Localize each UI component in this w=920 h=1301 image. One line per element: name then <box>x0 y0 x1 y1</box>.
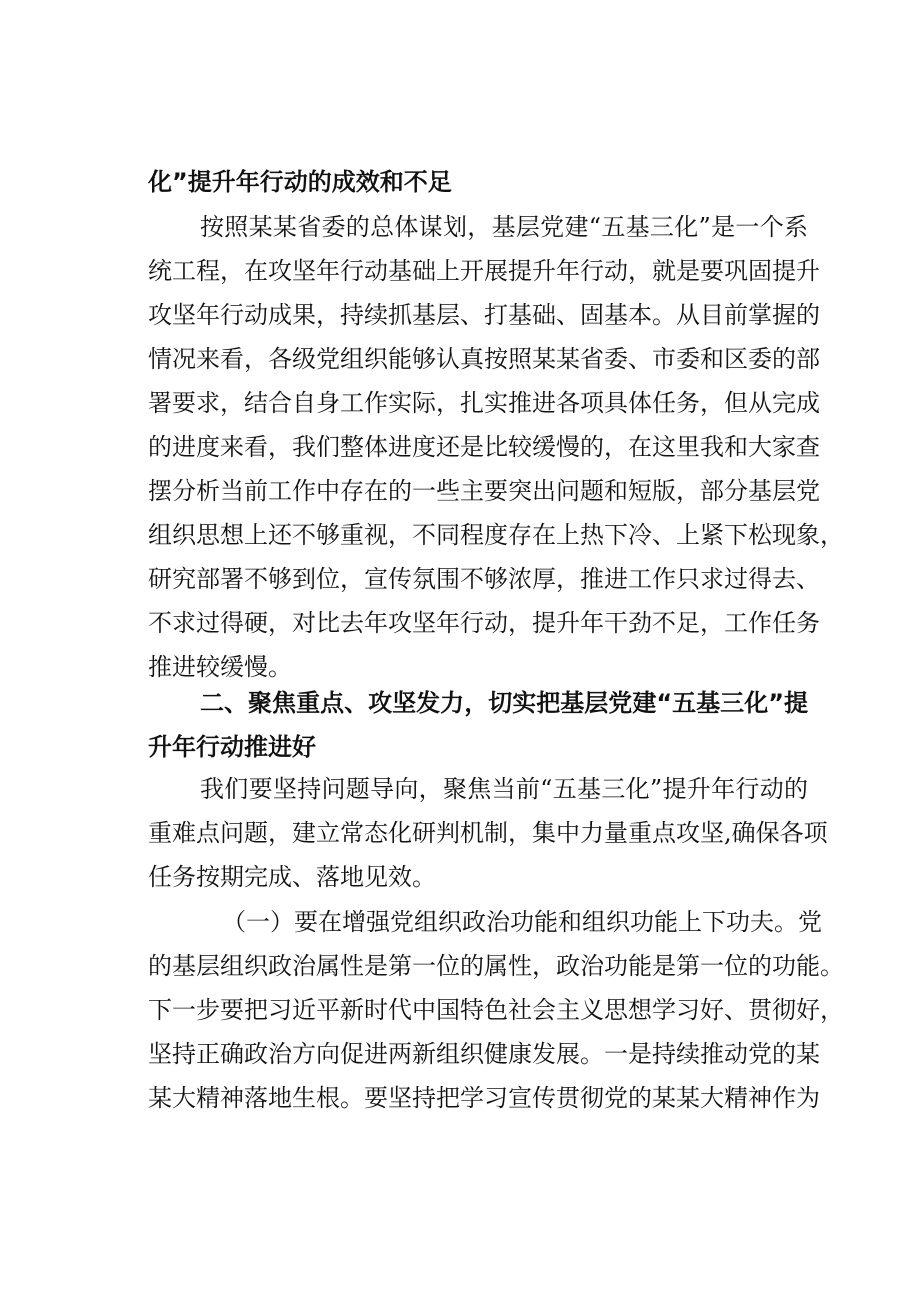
paragraph-line: 摆分析当前工作中存在的一些主要突出问题和短版，部分基层党 <box>148 477 820 505</box>
paragraph-line: 重难点问题，建立常态化研判机制，集中力量重点攻坚,确保各项 <box>148 819 828 847</box>
paragraph-line: 某大精神落地生根。要坚持把学习宣传贯彻党的某某大精神作为 <box>148 1084 820 1112</box>
paragraph-line: 我们要坚持问题导向，聚焦当前“五基三化”提升年行动的 <box>200 775 808 803</box>
paragraph-line: 统工程，在攻坚年行动基础上开展提升年行动，就是要巩固提升 <box>148 257 820 285</box>
paragraph-line: （一）要在增强党组织政治功能和组织功能上下功夫。党 <box>222 908 822 936</box>
paragraph-line: 情况来看，各级党组织能够认真按照某某省委、市委和区委的部 <box>148 345 820 373</box>
paragraph-line: 的进度来看，我们整体进度还是比较缓慢的，在这里我和大家查 <box>148 433 820 461</box>
paragraph-line: 坚持正确政治方向促进两新组织健康发展。一是持续推动党的某 <box>148 1040 820 1068</box>
paragraph-line: 按照某某省委的总体谋划，基层党建“五基三化”是一个系 <box>200 213 808 241</box>
paragraph-line: 的基层组织政治属性是第一位的属性，政治功能是第一位的功能。 <box>148 952 844 980</box>
paragraph-line: 组织思想上还不够重视，不同程度存在上热下冷、上紧下松现象， <box>148 521 844 549</box>
section-heading-continuation: 化”提升年行动的成效和不足 <box>148 168 452 196</box>
paragraph-line: 推进较缓慢。 <box>148 653 292 681</box>
paragraph-line: 研究部署不够到位，宣传氛围不够浓厚，推进工作只求过得去、 <box>148 565 820 593</box>
paragraph-line: 下一步要把习近平新时代中国特色社会主义思想学习好、贯彻好， <box>148 996 844 1024</box>
section-heading: 升年行动推进好 <box>148 733 316 761</box>
paragraph-line: 攻坚年行动成果，持续抓基层、打基础、固基本。从目前掌握的 <box>148 301 820 329</box>
section-heading: 二、聚焦重点、攻坚发力，切实把基层党建“五基三化”提 <box>200 689 808 717</box>
paragraph-line: 任务按期完成、落地见效。 <box>148 863 436 891</box>
paragraph-line: 署要求，结合自身工作实际，扎实推进各项具体任务，但从完成 <box>148 389 820 417</box>
paragraph-line: 不求过得硬，对比去年攻坚年行动，提升年干劲不足，工作任务 <box>148 609 820 637</box>
